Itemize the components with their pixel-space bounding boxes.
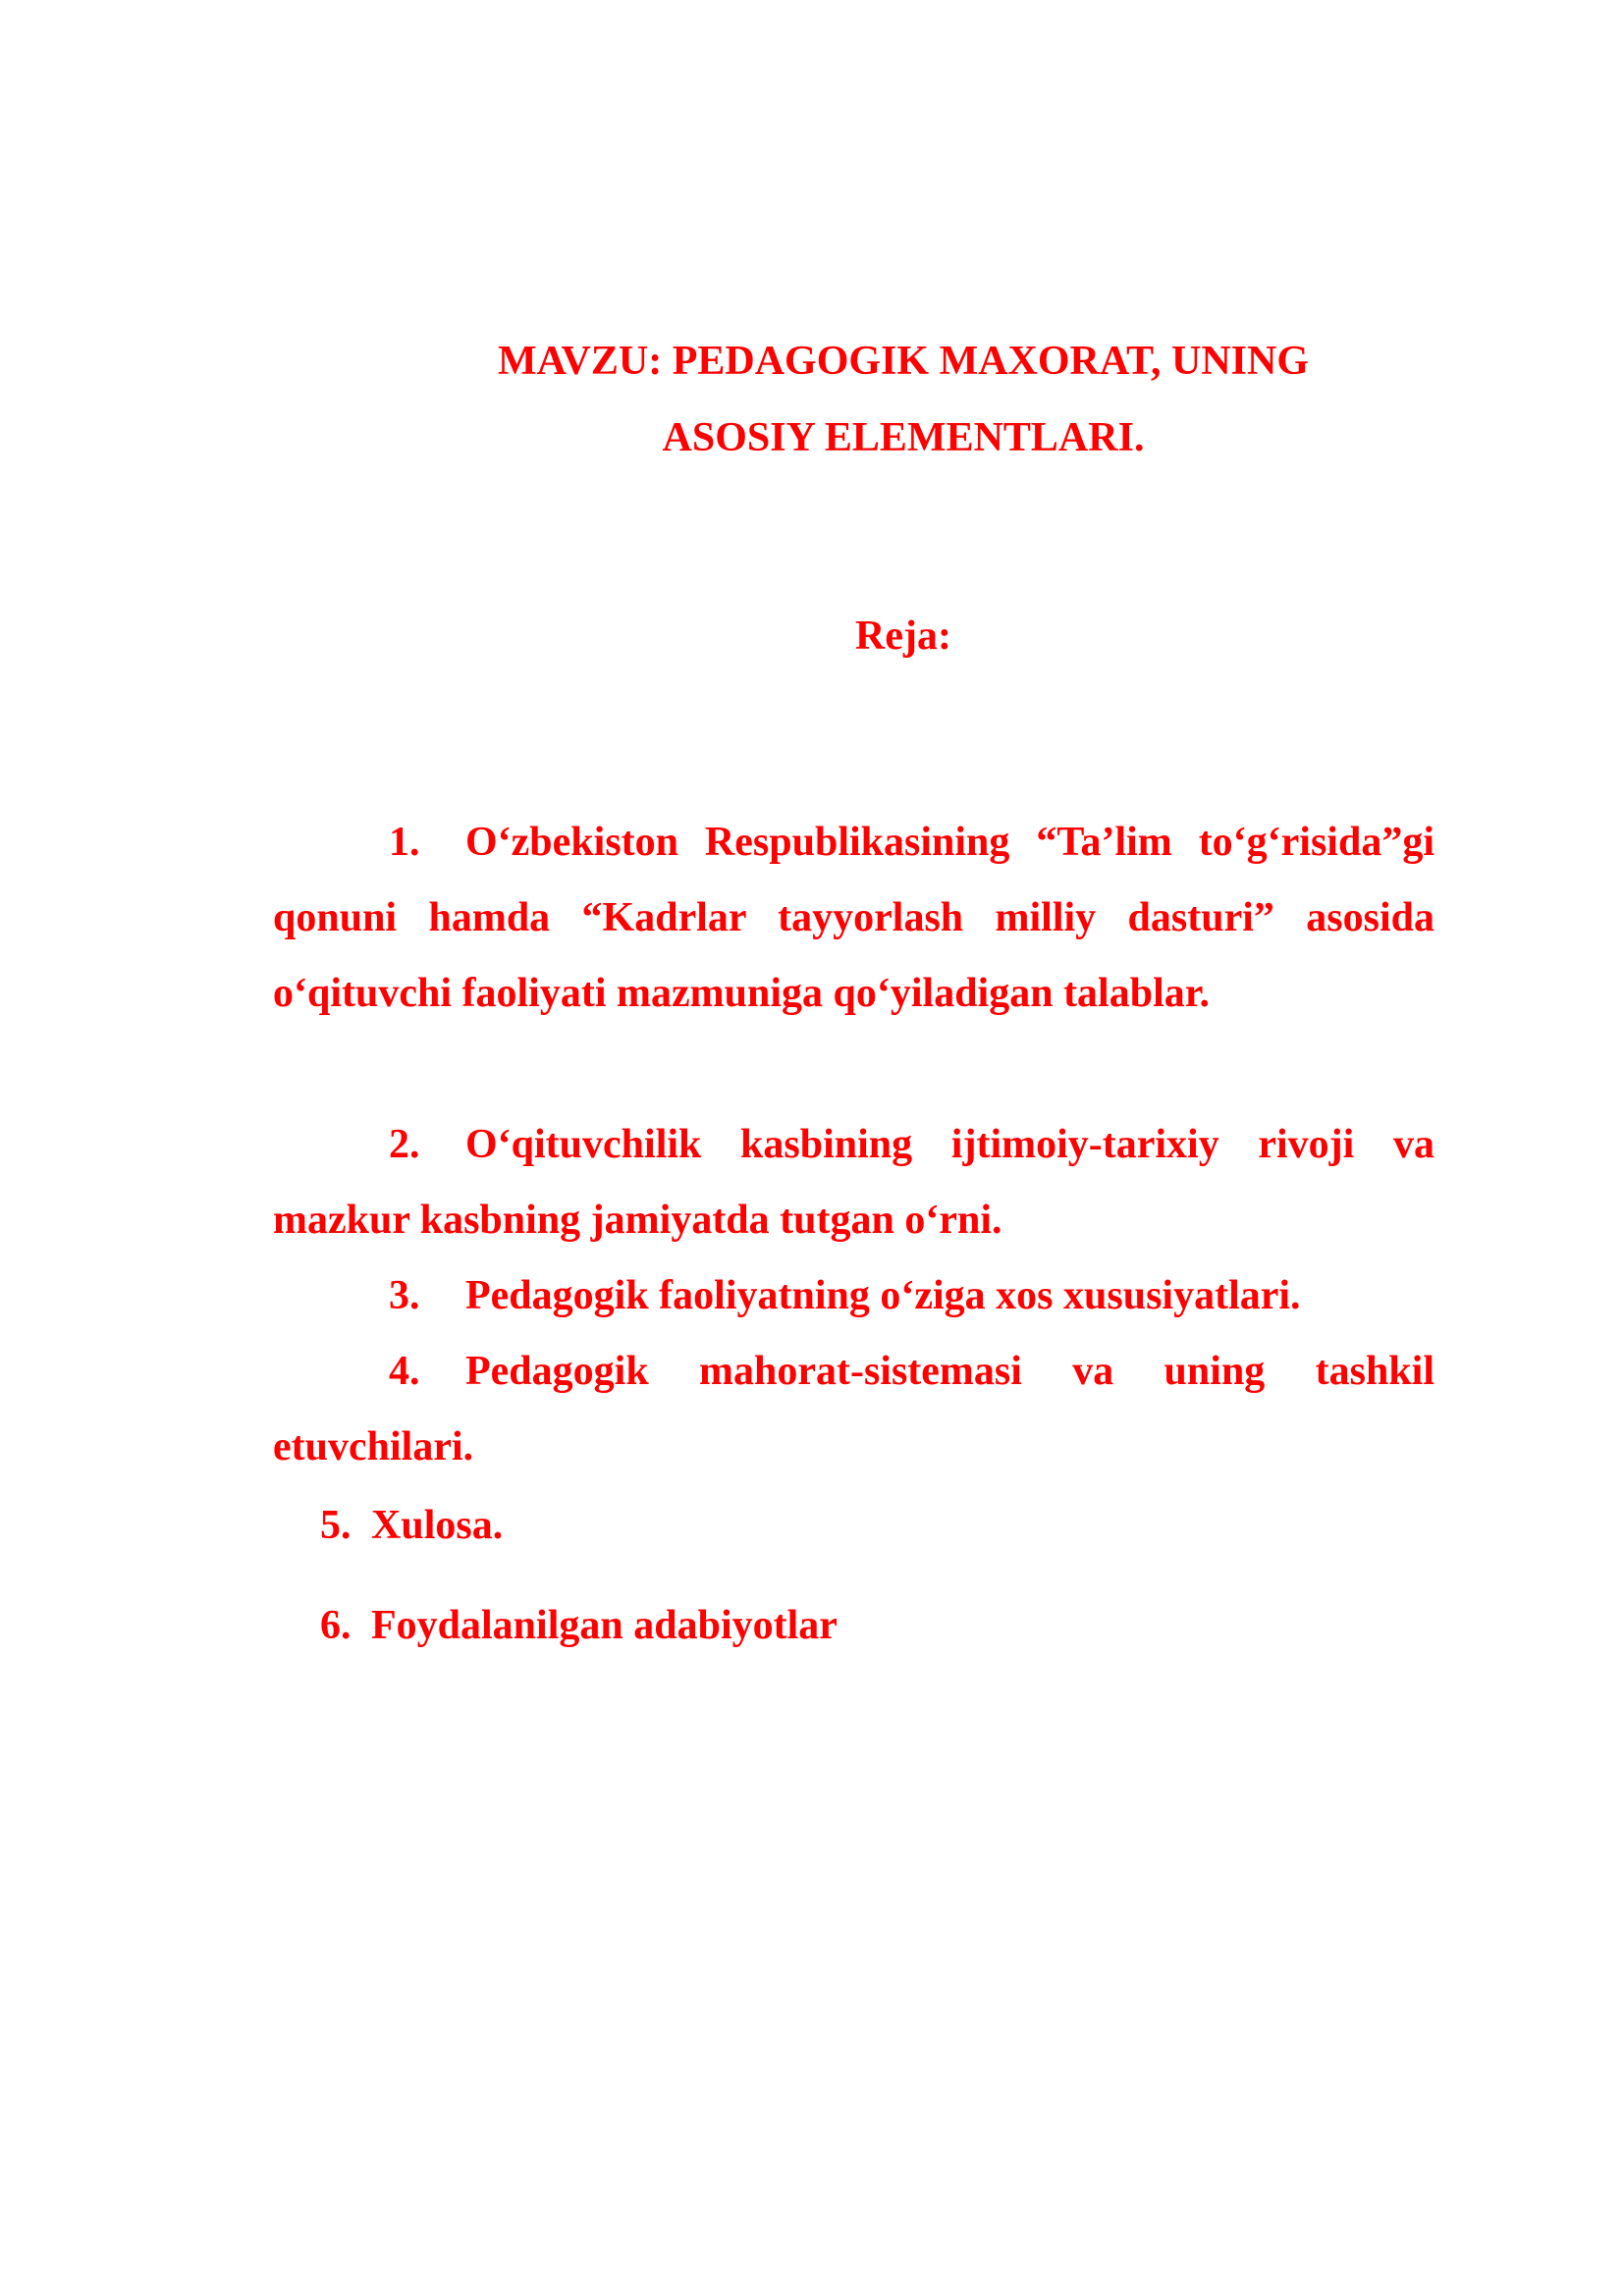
plan-item-text: Foydalanilgan adabiyotlar (371, 1603, 838, 1648)
plan-item-1 (273, 805, 1435, 1032)
plan-item-number: 2. (389, 1122, 420, 1167)
plan-item-number: 6. (320, 1603, 352, 1648)
plan-item-number: 5. (320, 1503, 352, 1548)
plan-item-6 (320, 1600, 838, 1651)
plan-item-text: Pedagogik mahorat-sistemasi va uning tashkil etuvchilari. (273, 1349, 1435, 1469)
plan-item-text: O‘qituvchilik kasbining ijtimoiy-tarixiy rivoji va mazkur kasbning jamiyatda tutgan o‘rni. (273, 1122, 1435, 1243)
plan-item-number: 3. (389, 1273, 420, 1318)
plan-item-2 (273, 1107, 1435, 1258)
plan-item-number: 1. (389, 820, 420, 865)
plan-item-5 (320, 1500, 503, 1551)
plan-item-3 (273, 1258, 1435, 1334)
plan-item-text: O‘zbekiston Respublikasining “Ta’lim to‘g‘risida”gi qonuni hamda “Kadrlar tayyorlash milliy dasturi” asosida o‘qituvchi faoliyati mazmuniga qo‘yiladigan talablar. (273, 820, 1435, 1016)
plan-item-text: Pedagogik faoliyatning o‘ziga xos xususiyatlari. (465, 1273, 1301, 1318)
title-line-1: MAVZU: PEDAGOGIK MAXORAT, UNING (498, 339, 1309, 384)
plan-item-number: 4. (389, 1349, 420, 1394)
plan-heading: Reja: (855, 614, 951, 659)
plan-item-text: Xulosa. (371, 1503, 504, 1548)
plan-item-4 (273, 1334, 1435, 1485)
title-line-2: ASOSIY ELEMENTLARI. (662, 415, 1145, 460)
